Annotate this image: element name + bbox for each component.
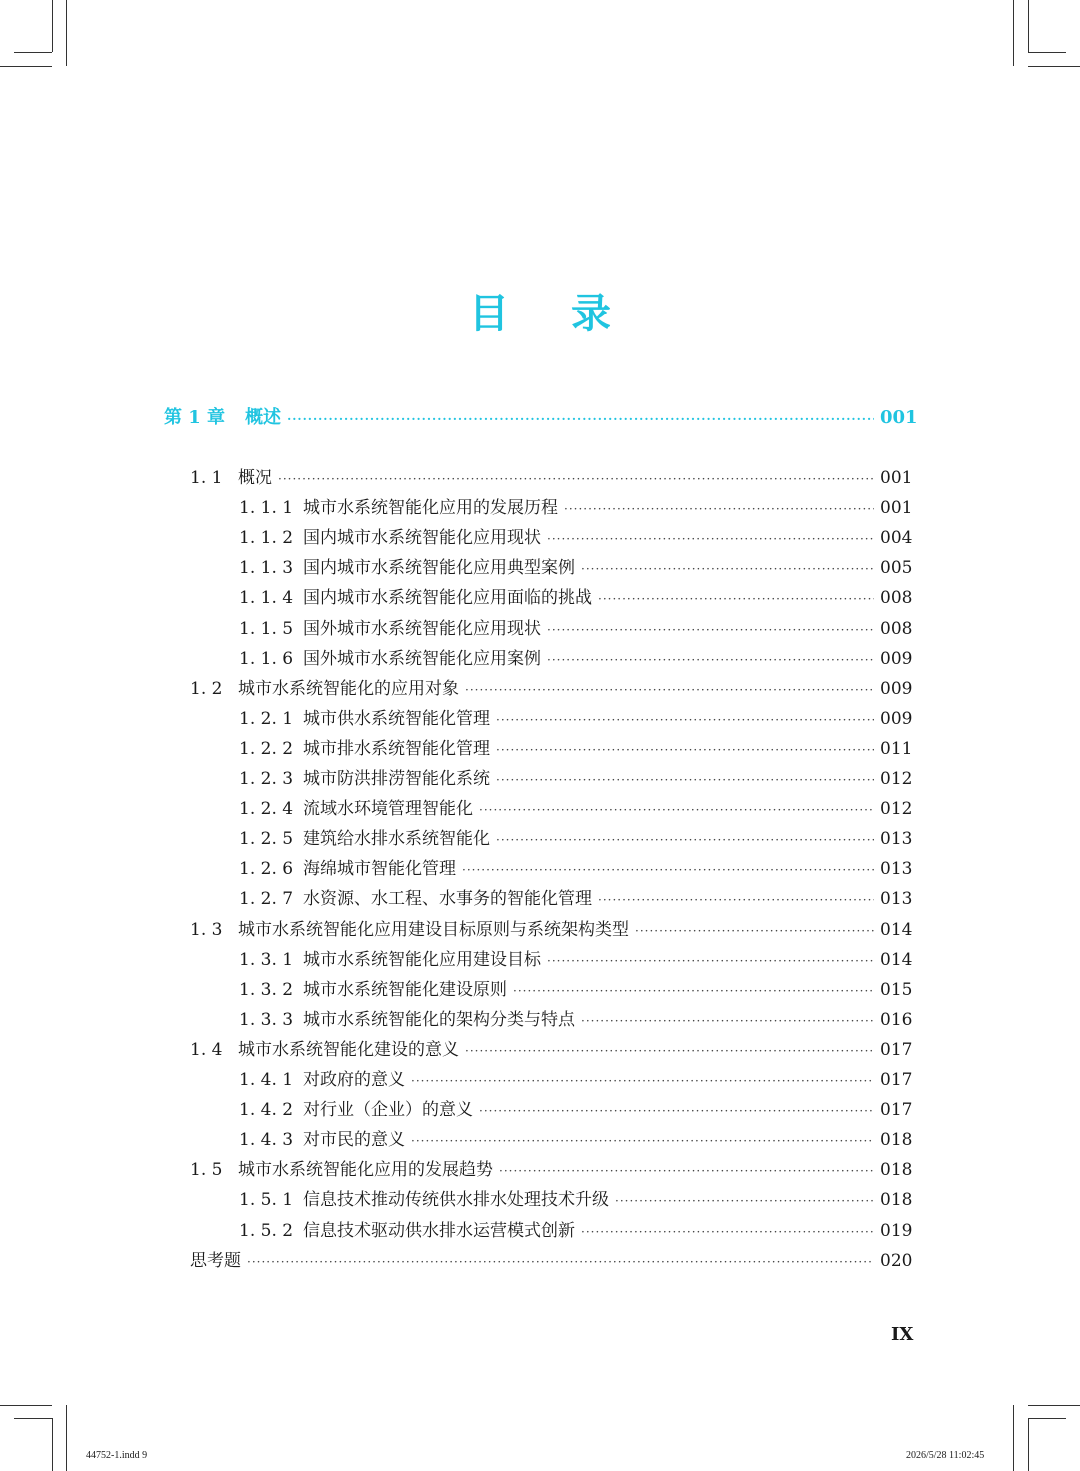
toc-chapter-entry[interactable] (164, 403, 918, 433)
crop-mark (1028, 66, 1080, 67)
entry-title: 城市水系统智能化建设原则 (303, 979, 507, 1000)
entry-page: 015 (880, 979, 913, 1000)
entry-title: 国内城市水系统智能化应用典型案例 (303, 558, 575, 579)
toc-section-entry[interactable] (190, 1155, 913, 1185)
page-number: IX (891, 1324, 914, 1345)
crop-mark (52, 0, 53, 52)
entry-title: 概况 (238, 468, 272, 488)
entry-number: 1. 1. 5 (239, 618, 294, 639)
entry-page: 001 (880, 498, 913, 519)
entry-title: 国外城市水系统智能化应用案例 (303, 648, 541, 669)
entry-title: 城市水系统智能化建设的意义 (238, 1039, 459, 1060)
leader-dots (496, 705, 874, 735)
leader-dots (547, 946, 874, 976)
leader-dots (496, 765, 874, 795)
entry-title: 城市水系统智能化应用建设目标原则与系统架构类型 (238, 919, 629, 940)
entry-page: 013 (880, 859, 913, 880)
chapter-name: 概述 (245, 407, 282, 428)
entry-number: 1. 1. 2 (239, 528, 294, 549)
entry-number: 1. 2. 3 (239, 769, 294, 789)
entry-title: 信息技术驱动供水排水运营模式创新 (303, 1220, 575, 1241)
crop-mark (14, 1418, 52, 1419)
entry-title: 对政府的意义 (303, 1070, 405, 1090)
footer-file: 44752-1.indd 9 (86, 1450, 148, 1461)
entry-page: 014 (880, 949, 913, 970)
entry-title: 信息技术推动传统供水排水处理技术升级 (303, 1190, 609, 1211)
entry-title: 国外城市水系统智能化应用现状 (303, 618, 541, 639)
leader-dots (635, 916, 874, 946)
leader-dots (581, 1006, 874, 1036)
entry-title: 城市水系统智能化应用的发展历程 (303, 498, 558, 519)
entry-number: 1. 1 (190, 468, 223, 488)
leader-dots (615, 1186, 874, 1216)
leader-dots (462, 855, 874, 885)
entry-number: 1. 5. 1 (239, 1190, 294, 1211)
crop-mark (52, 1418, 53, 1471)
toc-subsection-entry[interactable] (239, 1185, 913, 1215)
entry-page: 020 (880, 1250, 913, 1271)
entry-title: 思考题 (190, 1250, 241, 1271)
toc-section-entry[interactable] (190, 1246, 913, 1276)
entry-page: 009 (880, 708, 913, 729)
leader-dots (598, 584, 874, 614)
entry-title: 国内城市水系统智能化应用现状 (303, 528, 541, 549)
toc-subsection-entry[interactable] (239, 493, 913, 523)
entry-number: 1. 2 (190, 678, 223, 699)
entry-page: 009 (880, 678, 913, 699)
toc-section-entry[interactable] (190, 674, 913, 704)
toc-section-entry[interactable] (190, 915, 913, 945)
toc-subsection-entry[interactable] (239, 644, 913, 674)
chapter-page: 001 (880, 407, 918, 428)
crop-mark (0, 1405, 52, 1406)
entry-page: 017 (880, 1100, 913, 1121)
entry-title: 城市排水系统智能化管理 (303, 738, 490, 759)
entry-number: 1. 3. 1 (239, 949, 294, 970)
entry-number: 1. 5. 2 (239, 1220, 294, 1241)
entry-title: 建筑给水排水系统智能化 (303, 829, 490, 850)
toc-subsection-entry[interactable] (239, 854, 913, 884)
crop-mark (1028, 0, 1029, 52)
leader-dots (513, 976, 874, 1006)
leader-dots (465, 675, 874, 705)
entry-page: 018 (880, 1190, 913, 1211)
entry-page: 017 (880, 1039, 913, 1060)
entry-page: 013 (880, 889, 913, 910)
crop-mark (66, 0, 67, 66)
leader-dots (411, 1126, 874, 1156)
leader-dots (479, 795, 874, 825)
leader-dots (547, 524, 874, 554)
entry-title: 城市水系统智能化应用建设目标 (303, 949, 541, 970)
toc-subsection-entry[interactable] (239, 1065, 913, 1095)
entry-number: 1. 4. 3 (239, 1130, 294, 1151)
entry-page: 017 (880, 1070, 913, 1090)
entry-page: 018 (880, 1130, 913, 1151)
entry-number: 1. 3 (190, 919, 223, 940)
toc-subsection-entry[interactable] (239, 553, 913, 583)
crop-mark (1028, 1418, 1029, 1471)
entry-number: 1. 2. 4 (239, 799, 294, 820)
entry-page: 013 (880, 829, 913, 850)
toc-subsection-entry[interactable] (239, 794, 913, 824)
entry-title: 对市民的意义 (303, 1130, 405, 1151)
entry-number: 1. 5 (190, 1160, 223, 1181)
leader-dots (247, 1247, 874, 1277)
crop-mark (1028, 1418, 1066, 1419)
leader-dots (411, 1066, 874, 1096)
entry-number: 1. 2. 2 (239, 738, 294, 759)
entry-number: 1. 1. 6 (239, 648, 294, 669)
leader-dots (547, 615, 874, 645)
entry-title: 国内城市水系统智能化应用面临的挑战 (303, 588, 592, 609)
leader-dots (496, 735, 874, 765)
toc-subsection-entry[interactable] (239, 1005, 913, 1035)
entry-number: 1. 2. 5 (239, 829, 294, 850)
leader-dots (499, 1156, 874, 1186)
crop-mark (1013, 0, 1014, 66)
leader-dots (287, 404, 874, 434)
toc-subsection-entry[interactable] (239, 764, 913, 794)
leader-dots (581, 1217, 874, 1247)
leader-dots (581, 554, 874, 584)
entry-page: 005 (880, 558, 913, 579)
entry-title: 城市防洪排涝智能化系统 (303, 769, 490, 789)
entry-title: 对行业（企业）的意义 (303, 1100, 473, 1121)
crop-mark (1013, 1405, 1014, 1471)
title-char: 录 (571, 290, 611, 337)
entry-number: 1. 4 (190, 1039, 223, 1060)
entry-number: 1. 1. 1 (239, 498, 294, 519)
crop-mark (0, 66, 52, 67)
entry-title: 城市水系统智能化的架构分类与特点 (303, 1009, 575, 1030)
crop-mark (1028, 1405, 1080, 1406)
entry-number: 1. 3. 3 (239, 1009, 294, 1030)
entry-number: 1. 2. 6 (239, 859, 294, 880)
leader-dots (479, 1096, 874, 1126)
entry-number: 1. 4. 2 (239, 1100, 294, 1121)
toc-subsection-entry[interactable] (239, 583, 913, 613)
toc-subsection-entry[interactable] (239, 1125, 913, 1155)
entry-page: 018 (880, 1160, 913, 1181)
toc-subsection-entry[interactable] (239, 523, 913, 553)
toc-subsection-entry[interactable] (239, 945, 913, 975)
toc-subsection-entry[interactable] (239, 704, 913, 734)
page-title (0, 282, 1080, 339)
entry-title: 流域水环境管理智能化 (303, 799, 473, 820)
footer-timestamp: 2026/5/28 11:02:45 (906, 1450, 985, 1461)
toc-section-entry[interactable] (190, 463, 913, 493)
toc-subsection-entry[interactable] (239, 1095, 913, 1125)
entry-number: 1. 4. 1 (239, 1070, 294, 1090)
toc-subsection-entry[interactable] (239, 1216, 913, 1246)
entry-page: 012 (880, 799, 913, 820)
crop-mark (66, 1405, 67, 1471)
entry-page: 004 (880, 528, 913, 549)
entry-page: 001 (880, 468, 913, 488)
leader-dots (496, 825, 874, 855)
toc-subsection-entry[interactable] (239, 884, 913, 914)
leader-dots (278, 464, 874, 494)
crop-mark (1028, 52, 1066, 53)
toc-subsection-entry[interactable] (239, 975, 913, 1005)
entry-title: 城市水系统智能化应用的发展趋势 (238, 1160, 493, 1181)
entry-page: 014 (880, 919, 913, 940)
toc-subsection-entry[interactable] (239, 614, 913, 644)
entry-title: 城市水系统智能化的应用对象 (238, 678, 459, 699)
entry-number: 1. 2. 1 (239, 708, 294, 729)
toc-subsection-entry[interactable] (239, 734, 913, 764)
entry-title: 城市供水系统智能化管理 (303, 708, 490, 729)
crop-mark (14, 52, 52, 53)
entry-number: 1. 1. 4 (239, 588, 294, 609)
entry-page: 009 (880, 648, 913, 669)
entry-page: 011 (880, 738, 913, 759)
toc-section-entry[interactable] (190, 1035, 913, 1065)
leader-dots (547, 645, 874, 675)
entry-page: 008 (880, 618, 913, 639)
entry-number: 1. 3. 2 (239, 979, 294, 1000)
toc-subsection-entry[interactable] (239, 824, 913, 854)
entry-page: 008 (880, 588, 913, 609)
leader-dots (564, 494, 874, 524)
entry-page: 016 (880, 1009, 913, 1030)
chapter-label: 第 1 章 (164, 407, 226, 428)
entry-page: 019 (880, 1220, 913, 1241)
entry-page: 012 (880, 769, 913, 789)
entry-number: 1. 1. 3 (239, 558, 294, 579)
entry-title: 水资源、水工程、水事务的智能化管理 (303, 889, 592, 910)
leader-dots (465, 1036, 874, 1066)
leader-dots (598, 885, 874, 915)
entry-title: 海绵城市智能化管理 (303, 859, 456, 880)
entry-number: 1. 2. 7 (239, 889, 294, 910)
title-char: 目 (469, 290, 509, 337)
